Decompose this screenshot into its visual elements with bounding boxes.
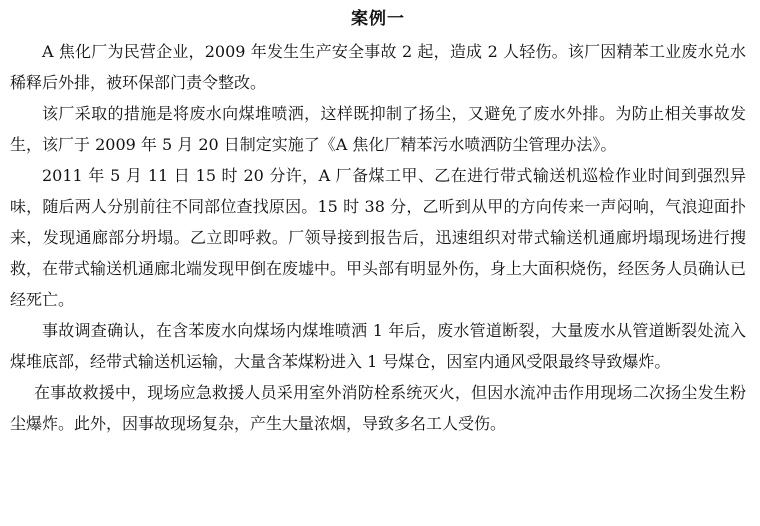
paragraph-company-background: A 焦化厂为民营企业，2009 年发生生产安全事故 2 起，造成 2 人轻伤。该厂因精苯工业废水兑水稀释后外排，被环保部门责令整改。 [10,42,746,92]
paragraph-measures: 该厂采取的措施是将废水向煤堆喷洒，这样既抑制了扬尘，又避免了废水外排。为防止相关事故发生，该厂于 2009 年 5 月 20 日制定实施了《A 焦化厂精苯污水喷洒防尘管理办法》。 [10,104,746,154]
paragraph-rescue: 在事故救援中，现场应急救援人员采用室外消防栓系统灭火，但因水流冲击作用现场二次扬尘发生粉尘爆炸。此外，因事故现场复杂，产生大量浓烟，导致多名工人受伤。 [10,383,746,433]
document-title: 案例一 [351,9,405,29]
paragraph-accident-event: 2011 年 5 月 11 日 15 时 20 分许，A 厂备煤工甲、乙在进行带式输送机巡检作业时间到强烈异味，随后两人分别前往不同部位查找原因。15 时 38 分，乙听到从甲的方向传来一声闷响，气浪迎面扑来，发现通廊部分坍塌。乙立即呼救。厂领导接到报告后，迅速组织对带式输送机通廊坍塌现场进行搜救，在带式输送机通廊北端发现甲倒在废墟中。甲头部有明显外伤，身上大面积烧伤，经医务人员确认已经死亡。 [10,166,747,309]
paragraph-investigation: 事故调查确认，在含苯废水向煤场内煤堆喷洒 1 年后，废水管道断裂，大量废水从管道断裂处流入煤堆底部，经带式输送机运输，大量含苯煤粉进入 1 号煤仓，因室内通风受限最终导致爆炸。 [10,321,746,371]
